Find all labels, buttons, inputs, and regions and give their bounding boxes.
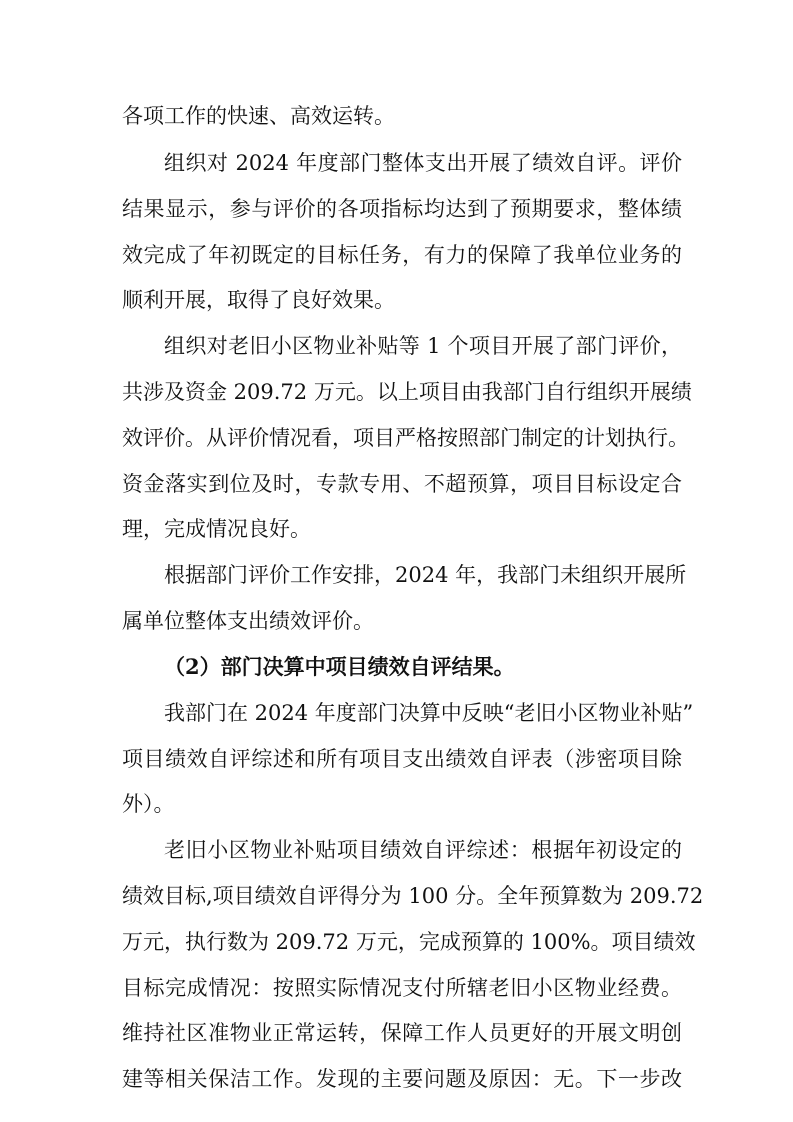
text-line: 绩效目标,项目绩效自评得分为 100 分。全年预算数为 209.72 bbox=[122, 884, 704, 908]
text-line: 项目绩效自评综述和所有项目支出绩效自评表（涉密项目除 bbox=[122, 747, 682, 771]
text-line: 组织对老旧小区物业补贴等 1 个项目开展了部门评价， bbox=[164, 334, 682, 358]
text-line: 效完成了年初既定的目标任务，有力的保障了我单位业务的 bbox=[122, 243, 682, 267]
text-line: 根据部门评价工作安排，2024 年，我部门未组织开展所 bbox=[164, 563, 687, 587]
text-line: 顺利开展，取得了良好效果。 bbox=[122, 288, 395, 312]
text-line: 建等相关保洁工作。发现的主要问题及原因：无。下一步改 bbox=[122, 1067, 682, 1091]
text-line: 各项工作的快速、高效运转。 bbox=[122, 104, 395, 128]
text-line: 组织对 2024 年度部门整体支出开展了绩效自评。评价 bbox=[164, 151, 682, 175]
text-line: 我部门在 2024 年度部门决算中反映“老旧小区物业补贴” bbox=[164, 701, 694, 725]
text-line: 外）。 bbox=[122, 792, 175, 816]
text-line: 资金落实到位及时，专款专用、不超预算，项目目标设定合 bbox=[122, 472, 682, 496]
text-line: 理，完成情况良好。 bbox=[122, 517, 311, 541]
text-line: 效评价。从评价情况看，项目严格按照部门制定的计划执行。 bbox=[122, 426, 689, 450]
text-line: 属单位整体支出绩效评价。 bbox=[122, 609, 374, 633]
text-line: 维持社区准物业正常运转，保障工作人员更好的开展文明创 bbox=[122, 1021, 682, 1045]
text-line: 万元，执行数为 209.72 万元，完成预算的 100%。项目绩效 bbox=[122, 930, 696, 954]
text-line: 目标完成情况：按照实际情况支付所辖老旧小区物业经费。 bbox=[122, 976, 682, 1000]
text-line: 共涉及资金 209.72 万元。以上项目由我部门自行组织开展绩 bbox=[122, 380, 692, 404]
text-line: 结果显示，参与评价的各项指标均达到了预期要求，整体绩 bbox=[122, 197, 682, 221]
section-heading: （2）部门决算中项目绩效自评结果。 bbox=[164, 654, 515, 679]
text-line: 老旧小区物业补贴项目绩效自评综述：根据年初设定的 bbox=[164, 838, 682, 862]
